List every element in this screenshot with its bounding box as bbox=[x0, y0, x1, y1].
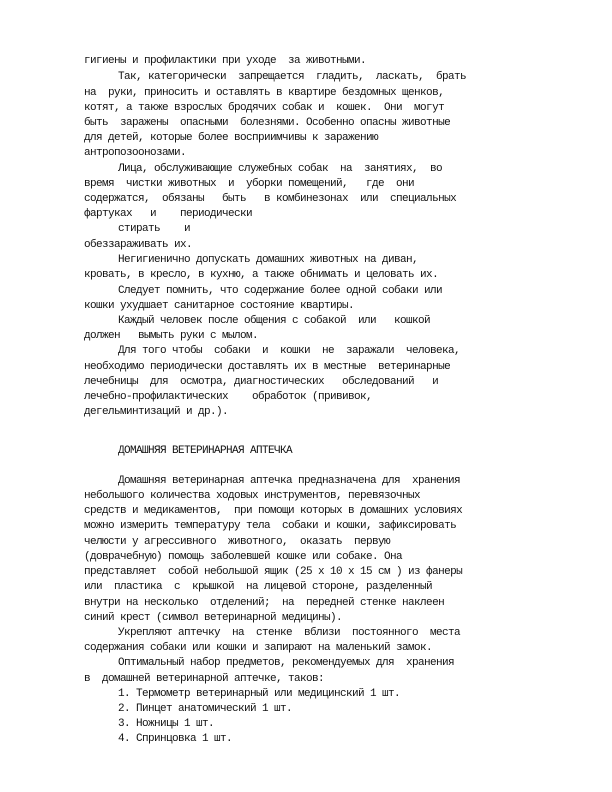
text-line: котят, а также взрослых бродячих собак и кошек. Они могут bbox=[84, 102, 445, 114]
text-line: небольшого количества ходовых инструментов, перевязочных bbox=[84, 490, 421, 502]
text-line: Лица, обслуживающие служебных собак на занятиях, во bbox=[118, 163, 443, 175]
text-line: Так, категорически запрещается гладить, ласкать, брать bbox=[118, 71, 467, 83]
text-line: средств и медикаментов, при помощи которых в домашних условиях bbox=[84, 505, 463, 517]
list-item: 3. Ножницы 1 шт. bbox=[118, 718, 215, 730]
text-line: кошки ухудшает санитарное состояние квартиры. bbox=[84, 300, 355, 312]
list-item: 4. Спринцовка 1 шт. bbox=[118, 733, 233, 745]
text-line: лечебно-профилактических обработок (прививок, bbox=[84, 391, 373, 403]
text-line: Следует помнить, что содержание более одной собаки или bbox=[118, 285, 443, 297]
text-line: гигиены и профилактики при уходе за животными. bbox=[84, 55, 367, 67]
text-line: челюсти у агрессивного животного, оказать первую bbox=[84, 536, 391, 548]
text-line: дегельминтизаций и др.). bbox=[84, 406, 229, 418]
text-line: Для того чтобы собаки и кошки не заражали человека, bbox=[118, 345, 461, 357]
text-line: лечебницы для осмотра, диагностических обследований и bbox=[84, 376, 439, 388]
text-line: можно измерить температуру тела собаки и кошки, зафиксировать bbox=[84, 520, 457, 532]
list-item: 2. Пинцет анатомический 1 шт. bbox=[118, 703, 293, 715]
text-line: синий крест (символ ветеринарной медицины). bbox=[84, 612, 343, 624]
text-line: (доврачебную) помощь заболевшей кошке или собаке. Она bbox=[84, 551, 403, 563]
text-line: для детей, которые более восприимчивы к заражению bbox=[84, 132, 379, 144]
text-line: на руки, приносить и оставлять в квартире бездомных щенков, bbox=[84, 87, 445, 99]
text-line: Домашняя ветеринарная аптечка предназначена для хранения bbox=[118, 475, 461, 487]
text-line: фартуках и периодически bbox=[84, 208, 253, 220]
text-line: стирать и bbox=[118, 223, 191, 235]
text-line: Укрепляют аптечку на стенке вблизи постоянного места bbox=[118, 627, 461, 639]
text-line: Каждый человек после общения с собакой или кошкой bbox=[118, 315, 431, 327]
text-line: в домашней ветеринарной аптечке, таков: bbox=[84, 673, 325, 685]
text-line: или пластика с крышкой на лицевой стороне, разделенный bbox=[84, 581, 433, 593]
text-line: должен вымыть руки с мылом. bbox=[84, 330, 259, 342]
text-line: антропозоонозами. bbox=[84, 147, 187, 159]
list-item: 1. Термометр ветеринарный или медицинский 1 шт. bbox=[118, 688, 401, 700]
text-line: быть заражены опасными болезнями. Особенно опасны животные bbox=[84, 117, 451, 129]
text-line: кровать, в кресло, в кухню, а также обнимать и целовать их. bbox=[84, 269, 439, 281]
text-line: время чистки животных и уборки помещений, где они bbox=[84, 178, 415, 190]
text-line: обеззараживать их. bbox=[84, 239, 193, 251]
text-line: необходимо периодически доставлять их в местные ветеринарные bbox=[84, 361, 451, 373]
section-heading: ДОМАШНЯЯ ВЕТЕРИНАРНАЯ АПТЕЧКА bbox=[118, 445, 293, 457]
text-line: содержатся, обязаны быть в комбинезонах или специальных bbox=[84, 193, 457, 205]
text-line: представляет собой небольшой ящик (25 х 10 х 15 см ) из фанеры bbox=[84, 566, 463, 578]
text-line: Оптимальный набор предметов, рекомендуемых для хранения bbox=[118, 657, 455, 669]
text-line: содержания собаки или кошки и запирают на маленький замок. bbox=[84, 642, 433, 654]
text-line: Негигиенично допускать домашних животных на диван, bbox=[118, 254, 419, 266]
text-line: внутри на несколько отделений; на передней стенке наклеен bbox=[84, 597, 445, 609]
